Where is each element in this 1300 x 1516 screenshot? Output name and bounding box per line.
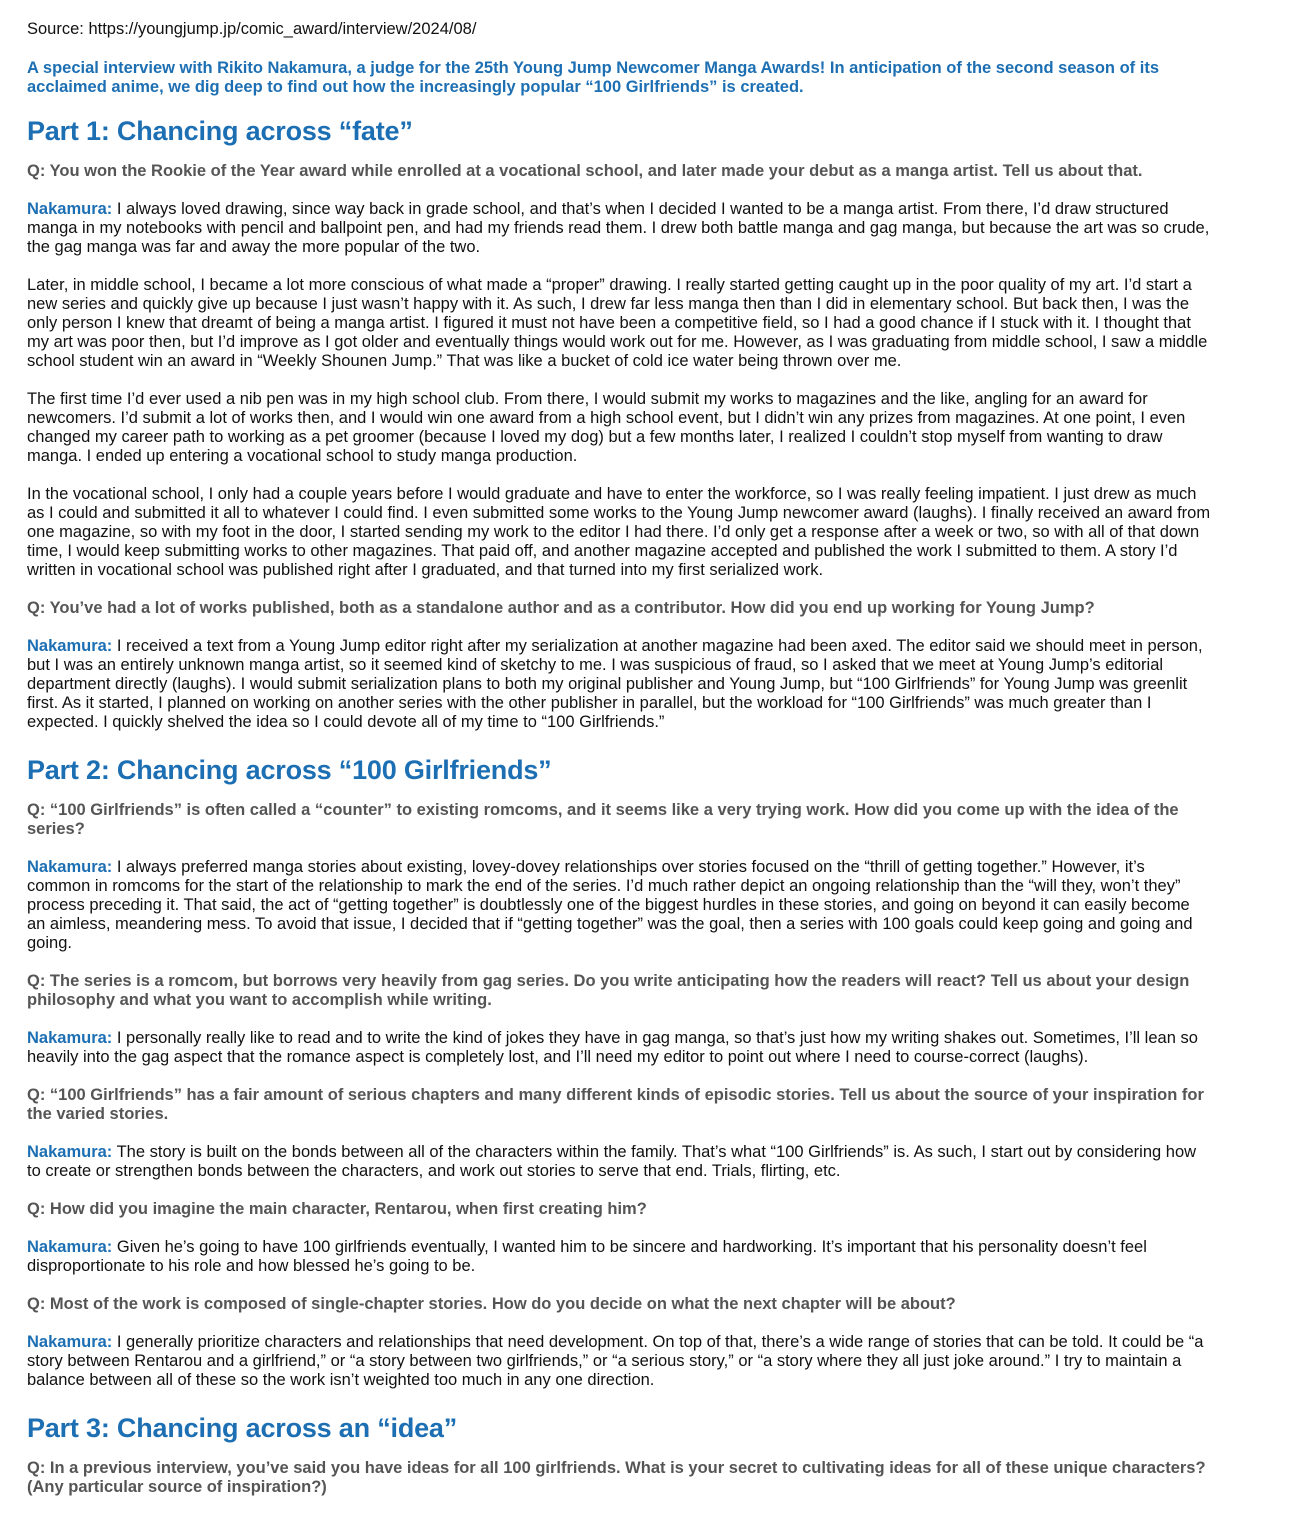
speaker-label: Nakamura: xyxy=(27,1029,113,1047)
part-1-heading: Part 1: Chancing across “fate” xyxy=(27,116,413,146)
question: Q: You’ve had a lot of works published, both as a standalone author and as a contributor. How did you end up working for Young Jump? xyxy=(27,599,1095,617)
answer-paragraph: Later, in middle school, I became a lot more conscious of what made a “proper” drawing. I really started getting caught up in the poor quality of my art. I’d start a new series and quickly give up because I just wasn’t happy with it. As such, I drew far less manga then than I did in elementary school. But back then, I was the only person I knew that dreamt of being a manga artist. I figured it must not have been a competitive field, so I had a good chance if I stuck with it. I thought that my art was poor then, but I’d improve as I got older and eventually things would work out for me. However, as I was graduating from middle school, I saw a middle school student win an award in “Weekly Shounen Jump.” That was like a bucket of cold ice water being thrown over me. xyxy=(27,276,1208,370)
question: Q: Most of the work is composed of single-chapter stories. How do you decide on what the next chapter will be about? xyxy=(27,1295,956,1313)
speaker-label: Nakamura: xyxy=(27,1238,113,1256)
source-line: Source: https://youngjump.jp/comic_award/interview/2024/08/ xyxy=(27,20,477,38)
question: Q: “100 Girlfriends” has a fair amount of serious chapters and many different kinds of episodic stories. Tell us about the source of your inspiration for the varied stories. xyxy=(27,1086,1204,1123)
part-3-heading: Part 3: Chancing across an “idea” xyxy=(27,1413,458,1443)
answer xyxy=(27,200,1212,257)
answer xyxy=(27,1333,1212,1390)
answer-text: I always preferred manga stories about existing, lovey-dovey relationships over stories focused on the “thrill of getting together.” However, it’s common in romcoms for the start of the relationship to mark the end of the series. I’d much rather depict an ongoing relationship than the “will they, won’t they” process preceding it. That said, the act of “getting together” is doubtlessly one of the biggest hurdles in these stories, and going on beyond it can easily become an aimless, meandering mess. To avoid that issue, I decided that if “getting together” was the goal, then a series with 100 goals could keep going and going and going. xyxy=(27,858,1193,952)
speaker-label: Nakamura: xyxy=(27,1143,113,1161)
answer-paragraph: The first time I’d ever used a nib pen was in my high school club. From there, I would submit my works to magazines and the like, angling for an award for newcomers. I’d submit a lot of works then, and I would win one award from a high school event, but I didn’t win any prizes from magazines. At one point, I even changed my career path to working as a pet groomer (because I loved my dog) but a few months later, I realized I couldn’t stop myself from wanting to draw manga. I ended up entering a vocational school to study manga production. xyxy=(27,390,1186,465)
question: Q: In a previous interview, you’ve said you have ideas for all 100 girlfriends. What is your secret to cultivating ideas for all of these unique characters? (Any particular source of inspiration?) xyxy=(27,1459,1206,1496)
answer xyxy=(27,1029,1212,1067)
intro-paragraph: A special interview with Rikito Nakamura, a judge for the 25th Young Jump Newcomer Manga Awards! In anticipation of the second season of its acclaimed anime, we dig deep to find out how the increasingly popular “100 Girlfriends” is created. xyxy=(27,59,1159,96)
answer xyxy=(27,1238,1212,1276)
speaker-label: Nakamura: xyxy=(27,200,113,218)
speaker-label: Nakamura: xyxy=(27,858,113,876)
answer xyxy=(27,637,1212,732)
speaker-label: Nakamura: xyxy=(27,1333,113,1351)
question: Q: You won the Rookie of the Year award while enrolled at a vocational school, and later made your debut as a manga artist. Tell us about that. xyxy=(27,162,1143,180)
answer-text: I received a text from a Young Jump editor right after my serialization at another magazine had been axed. The editor said we should meet in person, but I was an entirely unknown manga artist, so it seemed kind of sketchy to me. I was suspicious of fraud, so I asked that we meet at Young Jump’s editorial department directly (laughs). I would submit serialization plans to both my original publisher and Young Jump, but “100 Girlfriends” for Young Jump was greenlit first. As it started, I planned on working on another series with the other publisher in parallel, but the workload for “100 Girlfriends” was much greater than I expected. I quickly shelved the idea so I could devote all of my time to “100 Girlfriends.” xyxy=(27,637,1203,731)
answer xyxy=(27,858,1212,953)
answer-text: I generally prioritize characters and relationships that need development. On top of that, there’s a wide range of stories that can be told. It could be “a story between Rentarou and a girlfriend,” or “a story between two girlfriends,” or “a serious story,” or “a story where they all just joke around.” I try to maintain a balance between all of these so the work isn’t weighted too much in any one direction. xyxy=(27,1333,1204,1389)
question: Q: How did you imagine the main character, Rentarou, when first creating him? xyxy=(27,1200,647,1218)
article-body xyxy=(27,112,1212,1516)
answer-text: The story is built on the bonds between all of the characters within the family. That’s what “100 Girlfriends” is. As such, I start out by considering how to create or strengthen bonds between the characters, and work out stories to serve that end. Trials, flirting, etc. xyxy=(27,1143,1197,1180)
answer-paragraph: In the vocational school, I only had a couple years before I would graduate and have to enter the workforce, so I was really feeling impatient. I just drew as much as I could and submitted it all to whatever I could find. I even submitted some works to the Young Jump newcomer award (laughs). I finally received an award from one magazine, so with my foot in the door, I started sending my work to the editor I had there. I’d only get a response after a week or two, so with all of that down time, I would keep submitting works to other magazines. That paid off, and another magazine accepted and published the work I submitted to them. A story I’d written in vocational school was published right after I graduated, and that turned into my first serialized work. xyxy=(27,485,1211,579)
question: Q: “100 Girlfriends” is often called a “counter” to existing romcoms, and it seems like a very trying work. How did you come up with the idea of the series? xyxy=(27,801,1179,838)
part-2-heading: Part 2: Chancing across “100 Girlfriends” xyxy=(27,755,552,785)
answer-text: I personally really like to read and to write the kind of jokes they have in gag manga, so that’s just how my writing shakes out. Sometimes, I’ll lean so heavily into the gag aspect that the romance aspect is completely lost, and I’ll need my editor to point out where I need to course-correct (laughs). xyxy=(27,1029,1198,1066)
answer-text: I always loved drawing, since way back in grade school, and that’s when I decided I wanted to be a manga artist. From there, I’d draw structured manga in my notebooks with pencil and ballpoint pen, and had my friends read them. I drew both battle manga and gag manga, but because the art was so crude, the gag manga was far and away the more popular of the two. xyxy=(27,200,1210,256)
answer-text: Given he’s going to have 100 girlfriends eventually, I wanted him to be sincere and hardworking. It’s important that his personality doesn’t feel disproportionate to his role and how blessed he’s going to be. xyxy=(27,1238,1147,1275)
speaker-label: Nakamura: xyxy=(27,637,113,655)
answer xyxy=(27,1143,1212,1181)
question: Q: The series is a romcom, but borrows very heavily from gag series. Do you write anticipating how the readers will react? Tell us about your design philosophy and what you want to accomplish while writing. xyxy=(27,972,1190,1009)
